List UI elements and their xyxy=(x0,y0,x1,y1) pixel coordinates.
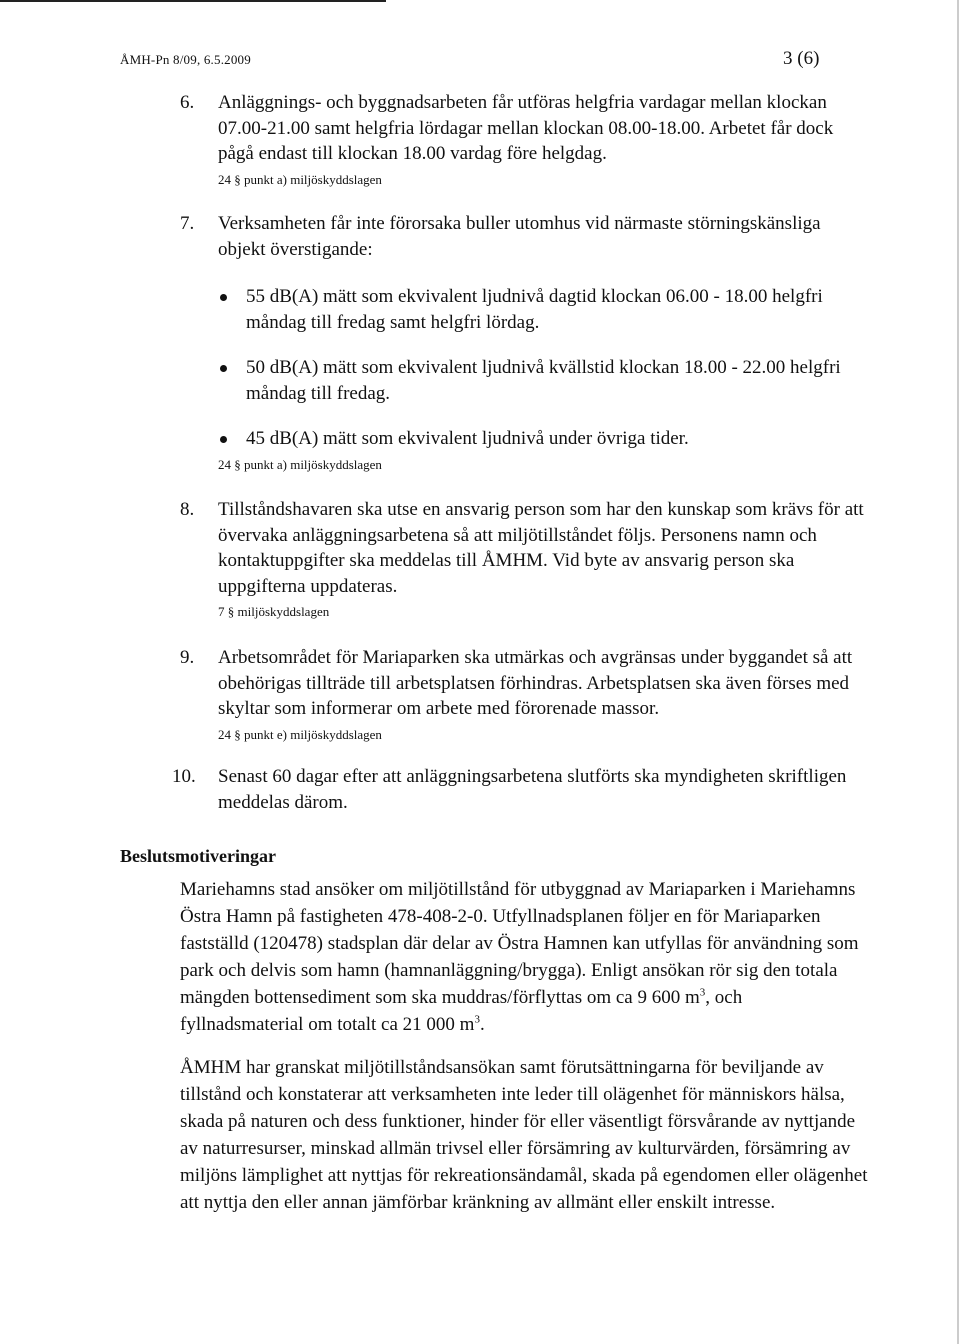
section-heading: Beslutsmotiveringar xyxy=(120,846,276,866)
scan-border-right xyxy=(957,0,959,1344)
item-text: Arbetsområdet för Mariaparken ska utmärkas och avgränsas under byggandet så att obehörigas tillträde till arbetsplatsen förhindras. Arbetsplatsen ska även förses med skyltar som informerar om arbete med förorenade massor. xyxy=(218,647,853,719)
page-number: 3 (6) xyxy=(783,48,820,69)
unit-text: m xyxy=(684,987,700,1008)
bullet-dot-icon xyxy=(220,294,227,301)
noise-limit-bullet xyxy=(218,355,870,406)
document-reference: ÅMH-Pn 8/09, 6.5.2009 xyxy=(120,52,251,67)
item-number: 10. xyxy=(172,766,196,787)
condition-item-7 xyxy=(180,211,870,475)
item-number: 8. xyxy=(180,499,195,520)
motivation-paragraph-2: ÅMHM har granskat miljötillståndsansökan samt förutsättningarna för beviljande av tillstånd och konstaterar att verksamheten inte leder till olägenhet för människors hälsa, skada på naturen och dess funktioner, hinder för eller väsentligt försvårande av nyttjande av naturresurser, minskad allmän trivsel eller försämring av kulturvärden, försämring av miljöns lämplighet att nyttjas för rekreationsändamål, skada på egendomen eller olägenhet att nyttja den eller annan jämförbar kränkning av allmänt eller enskilt intresse. xyxy=(180,1057,868,1213)
condition-item-9 xyxy=(180,645,870,745)
condition-item-6 xyxy=(180,90,870,190)
bullet-dot-icon xyxy=(220,365,227,372)
bullet-text: 50 dB(A) mätt som ekvivalent ljudnivå kvällstid klockan 18.00 - 22.00 helgfri måndag till fredag. xyxy=(246,357,841,404)
item-text: Senast 60 dagar efter att anläggningsarbetena slutförts ska myndigheten skriftligen meddelas därom. xyxy=(218,766,847,813)
item-number: 9. xyxy=(180,647,195,668)
motivation-paragraph-1 xyxy=(180,876,870,1038)
paragraph-end: . xyxy=(479,1014,485,1035)
paragraph-text: Mariehamns stad ansöker om miljötillstånd för utbyggnad av Mariaparken i Mariehamns Östra Hamn på fastigheten 478-408-2-0. Utfyllnadsplanen följer en för Mariaparken fastställd (120478) stadsplan där delar av Östra Hamnen kan utfyllas för användning som park och delvis som hamn (hamnanläggning/brygga). Enligt ansökan rör sig den totala mängden bottensediment som ska muddras/förflyttas om ca 9 600 xyxy=(180,879,859,1008)
legal-reference: 24 § punkt e) miljöskyddslagen xyxy=(218,726,382,742)
bullet-text: 45 dB(A) mätt som ekvivalent ljudnivå under övriga tider. xyxy=(246,428,689,449)
superscript: 3 xyxy=(474,1013,480,1026)
bullet-text: 55 dB(A) mätt som ekvivalent ljudnivå dagtid klockan 06.00 - 18.00 helgfri måndag till fredag samt helgfri lördag. xyxy=(246,286,823,333)
condition-item-8 xyxy=(180,497,870,622)
item-text: Verksamheten får inte förorsaka buller utomhus vid närmaste störningskänsliga objekt överstigande: xyxy=(218,213,821,260)
item-text: Anläggnings- och byggnadsarbeten får utföras helgfria vardagar mellan klockan 07.00-21.00 samt helgfria lördagar mellan klockan 08.00-18.00. Arbetet får dock pågå endast till klockan 18.00 vardag före helgdag. xyxy=(218,92,834,164)
item-text: Tillståndshavaren ska utse en ansvarig person som har den kunskap som krävs för att övervaka anläggningsarbetena så att miljötillståndet följs. Personens namn och kontaktuppgifter ska meddelas till ÅMHM. Vid byte av ansvarig person ska uppgifterna uppdateras. xyxy=(218,499,864,597)
superscript: 3 xyxy=(699,986,706,999)
item-number: 7. xyxy=(180,213,195,234)
paragraph-text-cont: , och fyllnadsmaterial om totalt ca 21 000 m xyxy=(180,987,743,1035)
item-number: 6. xyxy=(180,92,195,113)
noise-limit-bullet xyxy=(218,284,870,335)
legal-reference: 24 § punkt a) miljöskyddslagen xyxy=(218,171,382,187)
legal-reference: 7 § miljöskyddslagen xyxy=(218,604,330,619)
condition-item-10 xyxy=(172,764,870,815)
bullet-dot-icon xyxy=(220,436,227,443)
scan-border-top xyxy=(0,0,386,2)
legal-reference: 24 § punkt a) miljöskyddslagen xyxy=(218,456,382,472)
noise-limit-bullet xyxy=(218,426,870,452)
